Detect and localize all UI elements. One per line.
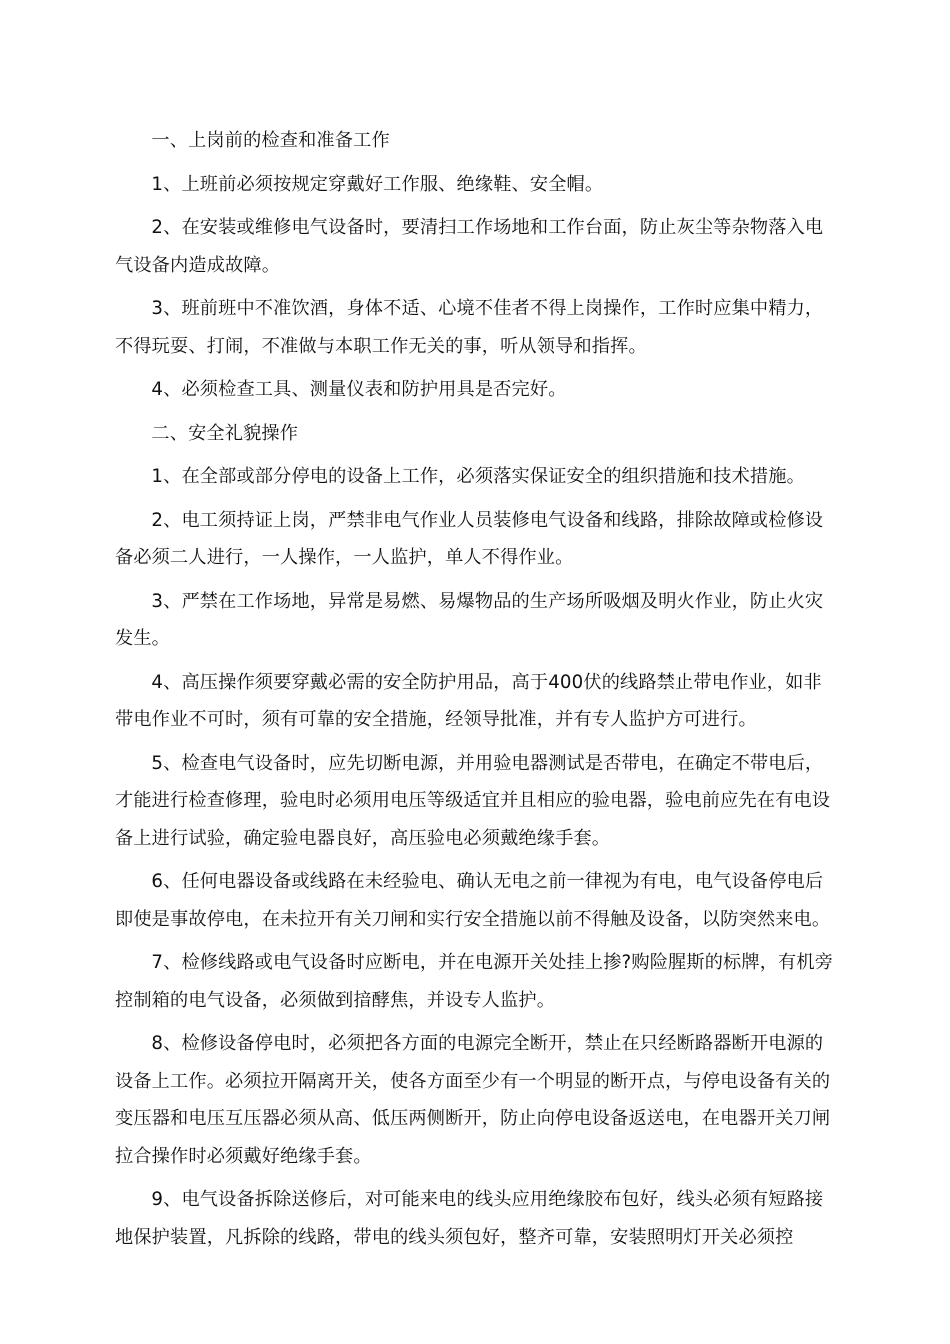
paragraph-2-7: 7、检修线路或电气设备时应断电，并在电源开关处挂上掺?购险腥斯的标牌，有机旁控制箱的电气设备，必须做到揞酵焦，并设专人监护。: [115, 952, 834, 1011]
paragraph-2-8: 8、检修设备停电时，必须把各方面的电源完全断开，禁止在只经断路器断开电源的设备上工作。必须拉开隔离开关，使各方面至少有一个明显的断开点，与停电设备有关的变压器和电压互压器必须从高、低压两侧断开，防止向停电设备返送电，在电器开关刀闸拉合操作时必须戴好绝缘手套。: [115, 1033, 831, 1167]
paragraph-2-1: 1、在全部或部分停电的设备上工作，必须落实保证安全的组织措施和技术措施。: [151, 466, 805, 487]
paragraph-1-2: 2、在安装或维修电气设备时，要清扫工作场地和工作台面，防止灰尘等杂物落入电气设备内造成故障。: [115, 217, 824, 276]
paragraph-2-6: 6、任何电器设备或线路在未经验电、确认无电之前一律视为有电，电气设备停电后即使是事故停电，在未拉开有关刀闸和实行安全措施以前不得触及设备，以防突然来电。: [115, 871, 831, 930]
paragraph-2-5: 5、检查电气设备时，应先切断电源，并用验电器测试是否带电，在确定不带电后，才能进行检查修理，验电时必须用电压等级适宜并且相应的验电器，验电前应先在有电设备上进行试验，确定验电器良好，高压验电必须戴绝缘手套。: [115, 752, 831, 849]
paragraph-1-1: 1、上班前必须按规定穿戴好工作服、绝缘鞋、安全帽。: [151, 173, 604, 195]
paragraph-2-4: 4、高压操作须要穿戴必需的安全防护用品，高于400伏的线路禁止带电作业，如非带电作业不可时，须有可靠的安全措施，经领导批准，并有专人监护方可进行。: [115, 671, 822, 730]
paragraph-1-3: 3、班前班中不准饮酒，身体不适、心境不佳者不得上岗操作，工作时应集中精力，不得玩耍、打闹，不准做与本职工作无关的事，听从领导和指挥。: [115, 298, 824, 357]
section-heading-1: 一、上岗前的检查和准备工作: [151, 130, 390, 151]
paragraph-2-2: 2、电工须持证上岗，严禁非电气作业人员装修电气设备和线路，排除故障或检修设备必须二人进行，一人操作，一人监护，单人不得作业。: [115, 509, 824, 568]
section-heading-2: 二、安全礼貌操作: [151, 422, 299, 444]
paragraph-2-9: 9、电气设备拆除送修后，对可能来电的线头应用绝缘胶布包好，线头必须有短路接地保护装置，凡拆除的线路，带电的线头须包好，整齐可靠，安装照明灯开关必须控: [115, 1189, 824, 1248]
paragraph-1-4: 4、必须检查工具、测量仪表和防护用具是否完好。: [151, 379, 567, 400]
paragraph-2-3: 3、严禁在工作场地，异常是易燃、易爆物品的生产场所吸烟及明火作业，防止火灾发生。: [115, 590, 824, 649]
document-body: [115, 122, 837, 1262]
